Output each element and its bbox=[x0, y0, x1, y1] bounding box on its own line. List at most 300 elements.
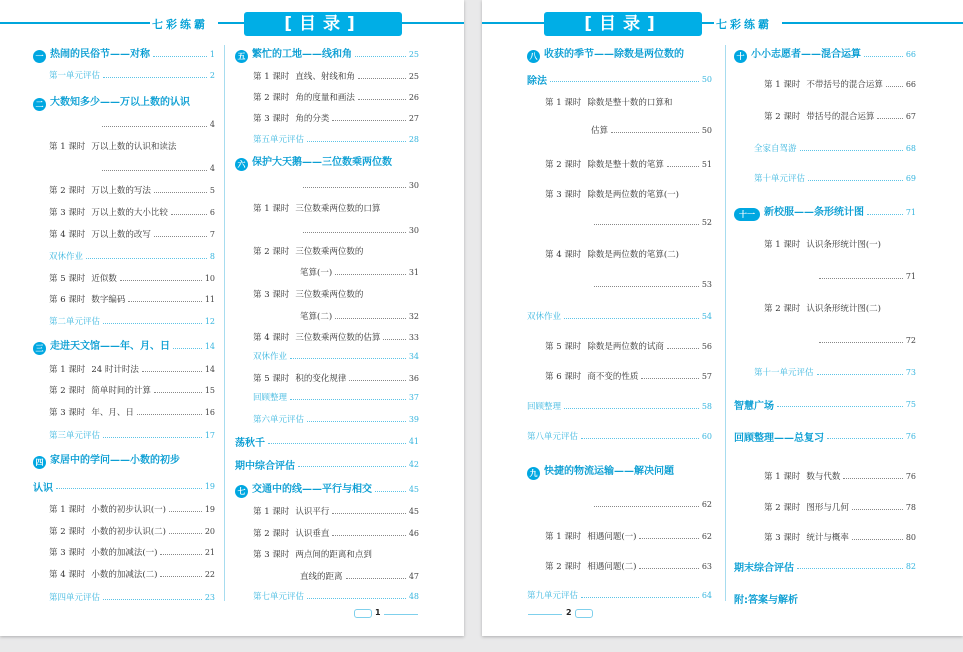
toc-entry[interactable] bbox=[33, 115, 215, 133]
leader-dots bbox=[639, 568, 698, 569]
toc-entry[interactable] bbox=[33, 66, 215, 84]
toc-entry[interactable] bbox=[33, 45, 215, 63]
toc-entry[interactable] bbox=[235, 455, 419, 473]
leader-dots bbox=[86, 258, 207, 259]
leader-dots bbox=[808, 180, 903, 181]
toc-entry[interactable] bbox=[235, 587, 419, 605]
page-ref: 62 bbox=[701, 499, 712, 509]
leader-dots bbox=[349, 380, 405, 381]
page-ref: 67 bbox=[905, 111, 916, 121]
page-ref: 19 bbox=[204, 481, 215, 491]
toc-entry[interactable] bbox=[235, 285, 419, 303]
entry-title bbox=[764, 302, 881, 314]
leader-dots bbox=[137, 414, 202, 415]
leader-dots bbox=[154, 236, 207, 237]
footer-line bbox=[528, 614, 562, 615]
entry-title bbox=[253, 245, 363, 257]
toc-entry[interactable] bbox=[734, 557, 916, 575]
leader-dots bbox=[335, 274, 406, 275]
toc-entry[interactable] bbox=[235, 307, 419, 325]
toc-entry[interactable] bbox=[33, 159, 215, 177]
toc-entry[interactable] bbox=[734, 467, 916, 485]
page-ref: 42 bbox=[408, 459, 419, 469]
page-ref: 27 bbox=[408, 113, 419, 123]
lesson-number: 第 2 课时 bbox=[764, 304, 801, 314]
leader-dots bbox=[667, 348, 699, 349]
toc-entry[interactable] bbox=[235, 221, 419, 239]
toc-entry[interactable] bbox=[33, 181, 215, 199]
page-number: 2 bbox=[566, 608, 572, 617]
toc-title: [目录] bbox=[544, 12, 702, 36]
entry-text: 万以上数的大小比较 bbox=[91, 208, 168, 218]
entry-title bbox=[764, 238, 881, 250]
lesson-number: 第 2 课时 bbox=[253, 529, 290, 539]
toc-entry[interactable] bbox=[527, 557, 712, 575]
toc-entry[interactable] bbox=[527, 307, 712, 325]
entry-title bbox=[734, 591, 798, 606]
toc-entry[interactable] bbox=[734, 589, 916, 607]
leader-dots bbox=[797, 568, 903, 569]
leader-dots bbox=[864, 56, 903, 57]
toc-entry[interactable] bbox=[33, 500, 215, 518]
entry-text: 除数是整十数的口算和 bbox=[587, 98, 673, 108]
toc-entry[interactable] bbox=[734, 363, 916, 381]
toc-entry[interactable] bbox=[33, 522, 215, 540]
leader-dots bbox=[777, 406, 903, 407]
leader-dots bbox=[268, 443, 406, 444]
lesson-number: 第 5 课时 bbox=[49, 274, 86, 284]
page-ref: 19 bbox=[204, 504, 215, 514]
entry-text: 回顾整理 bbox=[527, 402, 562, 412]
toc-entry[interactable] bbox=[527, 93, 712, 111]
entry-text: 家居中的学问——小数的初步 bbox=[50, 455, 180, 466]
entry-text: 期中综合评估 bbox=[235, 460, 295, 472]
leader-dots bbox=[564, 408, 699, 409]
entry-text: 第三单元评估 bbox=[49, 431, 101, 441]
toc-entry[interactable] bbox=[734, 169, 916, 187]
toc-entry[interactable] bbox=[527, 462, 712, 480]
lesson-number: 第 2 课时 bbox=[545, 160, 582, 170]
toc-entry[interactable] bbox=[235, 388, 419, 406]
entry-title bbox=[545, 370, 638, 382]
entry-text: 相遇问题(一) bbox=[587, 532, 637, 542]
entry-title bbox=[545, 530, 636, 542]
toc-entry[interactable] bbox=[235, 109, 419, 127]
toc-entry[interactable] bbox=[235, 199, 419, 217]
leader-dots bbox=[852, 539, 903, 540]
lesson-number: 第 1 课时 bbox=[545, 98, 582, 108]
page-ref: 4 bbox=[209, 163, 215, 173]
toc-entry[interactable] bbox=[527, 495, 712, 513]
leader-dots bbox=[877, 118, 902, 119]
page-ref: 12 bbox=[204, 316, 215, 326]
entry-text: 估算 bbox=[591, 126, 609, 136]
entry-text: 走进天文馆——年、月、日 bbox=[50, 341, 170, 352]
toc-entry[interactable] bbox=[734, 267, 916, 285]
toc-entry[interactable] bbox=[235, 67, 419, 85]
lesson-number: 第 6 课时 bbox=[545, 372, 582, 382]
entry-title bbox=[253, 505, 329, 517]
page-ref: 4 bbox=[209, 119, 215, 129]
entry-title bbox=[734, 397, 774, 412]
entry-title bbox=[253, 70, 355, 82]
toc-entry[interactable] bbox=[235, 242, 419, 260]
entry-text: 保护大天鹅——三位数乘两位数 bbox=[252, 157, 392, 168]
entry-title bbox=[764, 110, 874, 122]
entry-title bbox=[545, 560, 636, 572]
entry-title bbox=[527, 430, 578, 442]
toc-entry[interactable] bbox=[734, 235, 916, 253]
column-divider bbox=[224, 45, 225, 601]
entry-title bbox=[235, 45, 352, 63]
leader-dots bbox=[667, 166, 699, 167]
toc-entry[interactable] bbox=[33, 403, 215, 421]
lesson-number: 第 2 课时 bbox=[49, 527, 86, 537]
toc-entry[interactable] bbox=[235, 45, 419, 63]
toc-column-1 bbox=[527, 45, 712, 605]
leader-dots bbox=[550, 81, 699, 82]
toc-entry[interactable] bbox=[235, 432, 419, 450]
lesson-number: 第 1 课时 bbox=[49, 365, 86, 375]
toc-entry[interactable] bbox=[734, 203, 916, 221]
entry-text: 认识 bbox=[33, 482, 53, 494]
toc-entry[interactable] bbox=[235, 153, 419, 171]
page-ref: 51 bbox=[701, 159, 712, 169]
page-ref: 34 bbox=[408, 351, 419, 361]
toc-entry[interactable] bbox=[527, 121, 712, 139]
leader-dots bbox=[639, 538, 698, 539]
entry-title bbox=[49, 568, 157, 580]
toc-entry[interactable] bbox=[33, 93, 215, 111]
header-line-left bbox=[0, 22, 150, 24]
lesson-number: 第 1 课时 bbox=[49, 142, 86, 152]
entry-title bbox=[49, 206, 168, 218]
toc-entry[interactable] bbox=[33, 477, 215, 495]
lesson-number: 第 2 课时 bbox=[764, 503, 801, 513]
entry-title bbox=[253, 133, 304, 145]
leader-dots bbox=[307, 421, 406, 422]
page-ref: 30 bbox=[408, 225, 419, 235]
leader-dots bbox=[852, 509, 903, 510]
header-line-mid bbox=[218, 22, 244, 24]
entry-title bbox=[253, 372, 346, 384]
toc-entry[interactable] bbox=[33, 337, 215, 355]
page-footer-icon bbox=[575, 609, 593, 618]
toc-entry[interactable] bbox=[235, 369, 419, 387]
toc-entry[interactable] bbox=[734, 427, 916, 445]
toc-entry[interactable] bbox=[33, 247, 215, 265]
leader-dots bbox=[102, 126, 207, 127]
page-ref: 68 bbox=[905, 143, 916, 153]
entry-text: 第二单元评估 bbox=[49, 317, 101, 327]
toc-entry[interactable] bbox=[33, 588, 215, 606]
page-ref: 31 bbox=[408, 267, 419, 277]
entry-text: 除数是两位数的笔算(一) bbox=[587, 190, 679, 200]
right-page bbox=[482, 0, 963, 636]
page-ref: 71 bbox=[905, 207, 916, 217]
entry-title bbox=[49, 272, 117, 284]
toc-title: [目录] bbox=[244, 12, 402, 36]
entry-title bbox=[300, 570, 343, 582]
entry-text: 数字编码 bbox=[91, 295, 126, 305]
toc-entry[interactable] bbox=[734, 528, 916, 546]
header-line-mid bbox=[702, 22, 714, 24]
entry-title bbox=[754, 366, 814, 378]
leader-dots bbox=[103, 599, 202, 600]
leader-dots bbox=[594, 224, 699, 225]
page-ref: 48 bbox=[408, 591, 419, 601]
toc-entry[interactable] bbox=[734, 107, 916, 125]
page-ref: 22 bbox=[204, 569, 215, 579]
toc-entry[interactable] bbox=[235, 130, 419, 148]
toc-entry[interactable] bbox=[33, 269, 215, 287]
entry-text: 万以上数的认识和读法 bbox=[91, 142, 177, 152]
page-ref: 39 bbox=[408, 414, 419, 424]
leader-dots bbox=[332, 513, 405, 514]
left-page bbox=[0, 0, 464, 636]
entry-text: 智慧广场 bbox=[734, 400, 774, 412]
entry-title bbox=[49, 525, 166, 537]
page-ref: 21 bbox=[204, 547, 215, 557]
entry-title bbox=[235, 480, 372, 498]
toc-entry[interactable] bbox=[734, 139, 916, 157]
leader-dots bbox=[56, 488, 202, 489]
toc-entry[interactable] bbox=[33, 360, 215, 378]
toc-entry[interactable] bbox=[734, 45, 916, 63]
entry-text: 交通中的线——平行与相交 bbox=[252, 484, 372, 495]
toc-entry[interactable] bbox=[527, 397, 712, 415]
leader-dots bbox=[171, 214, 207, 215]
toc-entry[interactable] bbox=[734, 395, 916, 413]
entry-text: 期末综合评估 bbox=[734, 562, 794, 574]
toc-entry[interactable] bbox=[527, 367, 712, 385]
entry-title bbox=[33, 93, 190, 111]
leader-dots bbox=[102, 170, 207, 171]
toc-entry[interactable] bbox=[235, 263, 419, 281]
page-ref: 58 bbox=[701, 401, 712, 411]
toc-entry[interactable] bbox=[33, 543, 215, 561]
lesson-number: 第 3 课时 bbox=[49, 208, 86, 218]
toc-entry[interactable] bbox=[33, 137, 215, 155]
entry-text: 认识平行 bbox=[295, 507, 330, 517]
entry-text: 除法 bbox=[527, 75, 547, 87]
unit-number-badge: 十 bbox=[734, 50, 747, 63]
toc-entry[interactable] bbox=[235, 328, 419, 346]
leader-dots bbox=[160, 554, 201, 555]
toc-entry[interactable] bbox=[527, 155, 712, 173]
toc-entry[interactable] bbox=[33, 225, 215, 243]
entry-text: 认识条形统计图(二) bbox=[806, 304, 881, 314]
entry-text: 认识垂直 bbox=[295, 529, 330, 539]
page-ref: 66 bbox=[905, 79, 916, 89]
page-ref: 63 bbox=[701, 561, 712, 571]
entry-title bbox=[253, 202, 380, 214]
toc-entry[interactable] bbox=[734, 299, 916, 317]
toc-entry[interactable] bbox=[33, 426, 215, 444]
page-ref: 76 bbox=[905, 431, 916, 441]
header-brand: 七彩练霸 bbox=[152, 18, 208, 31]
leader-dots bbox=[594, 506, 699, 507]
toc-entry[interactable] bbox=[527, 337, 712, 355]
lesson-number: 第 2 课时 bbox=[49, 186, 86, 196]
entry-title bbox=[764, 470, 840, 482]
toc-entry[interactable] bbox=[734, 331, 916, 349]
entry-text: 附:答案与解析 bbox=[734, 594, 798, 606]
entry-title bbox=[545, 188, 679, 200]
leader-dots bbox=[564, 318, 699, 319]
entry-text: 全家自驾游 bbox=[754, 144, 797, 154]
entry-text: 大数知多少——万以上数的认识 bbox=[50, 97, 190, 108]
leader-dots bbox=[800, 150, 903, 151]
toc-entry[interactable] bbox=[33, 565, 215, 583]
toc-entry[interactable] bbox=[235, 524, 419, 542]
toc-entry[interactable] bbox=[33, 451, 215, 469]
toc-entry[interactable] bbox=[527, 245, 712, 263]
entry-title bbox=[734, 45, 861, 63]
entry-text: 笔算(二) bbox=[300, 312, 333, 322]
entry-title bbox=[49, 184, 151, 196]
toc-entry[interactable] bbox=[527, 45, 712, 63]
page-ref: 72 bbox=[905, 335, 916, 345]
toc-entry[interactable] bbox=[235, 410, 419, 428]
toc-entry[interactable] bbox=[527, 586, 712, 604]
header-brand: 七彩练霸 bbox=[716, 18, 772, 31]
lesson-number: 第 4 课时 bbox=[49, 230, 86, 240]
lesson-number: 第 5 课时 bbox=[545, 342, 582, 352]
entry-text: 第四单元评估 bbox=[49, 593, 101, 603]
entry-title bbox=[49, 228, 151, 240]
toc-entry[interactable] bbox=[235, 176, 419, 194]
page-ref: 52 bbox=[701, 217, 712, 227]
toc-entry[interactable] bbox=[527, 70, 712, 88]
entry-text: 直线、射线和角 bbox=[295, 72, 355, 82]
entry-title bbox=[527, 589, 578, 601]
toc-entry[interactable] bbox=[527, 527, 712, 545]
unit-number-badge: 六 bbox=[235, 158, 248, 171]
page-ref: 57 bbox=[701, 371, 712, 381]
leader-dots bbox=[358, 99, 406, 100]
toc-entry[interactable] bbox=[33, 203, 215, 221]
leader-dots bbox=[154, 192, 207, 193]
page-ref: 36 bbox=[408, 373, 419, 383]
toc-entry[interactable] bbox=[235, 545, 419, 563]
page-ref: 76 bbox=[905, 471, 916, 481]
page-ref: 25 bbox=[408, 71, 419, 81]
toc-entry[interactable] bbox=[734, 75, 916, 93]
entry-text: 新校服——条形统计图 bbox=[764, 207, 864, 218]
unit-number-badge: 七 bbox=[235, 485, 248, 498]
entry-text: 第一单元评估 bbox=[49, 71, 101, 81]
toc-entry[interactable] bbox=[33, 381, 215, 399]
entry-title bbox=[527, 310, 561, 322]
toc-entry[interactable] bbox=[235, 502, 419, 520]
page-ref: 23 bbox=[204, 592, 215, 602]
entry-title bbox=[300, 310, 332, 322]
entry-text: 带括号的混合运算 bbox=[806, 112, 875, 122]
entry-title bbox=[253, 391, 287, 403]
page-ref: 71 bbox=[905, 271, 916, 281]
page-ref: 30 bbox=[408, 180, 419, 190]
page-ref: 56 bbox=[701, 341, 712, 351]
page-ref: 73 bbox=[905, 367, 916, 377]
leader-dots bbox=[358, 78, 406, 79]
entry-title bbox=[253, 288, 363, 300]
leader-dots bbox=[843, 478, 902, 479]
leader-dots bbox=[142, 371, 202, 372]
page-ref: 47 bbox=[408, 571, 419, 581]
entry-text: 第八单元评估 bbox=[527, 432, 579, 442]
leader-dots bbox=[307, 141, 406, 142]
entry-text: 快捷的物流运输——解决问题 bbox=[544, 466, 674, 477]
entry-title bbox=[545, 96, 672, 108]
entry-title bbox=[49, 293, 125, 305]
lesson-number: 第 2 课时 bbox=[764, 112, 801, 122]
page-ref: 16 bbox=[204, 407, 215, 417]
toc-entry[interactable] bbox=[527, 275, 712, 293]
column-divider bbox=[725, 45, 726, 601]
page-ref: 46 bbox=[408, 528, 419, 538]
toc-entry[interactable] bbox=[33, 312, 215, 330]
entry-title bbox=[33, 479, 53, 494]
page-ref: 6 bbox=[209, 207, 215, 217]
toc-entry[interactable] bbox=[33, 290, 215, 308]
unit-number-badge: 三 bbox=[33, 342, 46, 355]
page-ref: 11 bbox=[204, 294, 215, 304]
toc-entry[interactable] bbox=[527, 213, 712, 231]
header-line-right bbox=[782, 22, 963, 24]
leader-dots bbox=[641, 378, 698, 379]
entry-text: 小数的加减法(一) bbox=[91, 548, 158, 558]
toc-entry[interactable] bbox=[235, 347, 419, 365]
toc-entry[interactable] bbox=[235, 567, 419, 585]
entry-text: 相遇问题(二) bbox=[587, 562, 637, 572]
entry-title bbox=[545, 248, 679, 260]
entry-title bbox=[253, 590, 304, 602]
entry-text: 24 时计时法 bbox=[91, 365, 139, 375]
entry-text: 回顾整理 bbox=[253, 393, 288, 403]
header-line-left bbox=[482, 22, 544, 24]
page-ref: 69 bbox=[905, 173, 916, 183]
page-ref: 28 bbox=[408, 134, 419, 144]
entry-title bbox=[545, 340, 664, 352]
toc-entry[interactable] bbox=[235, 480, 419, 498]
lesson-number: 第 2 课时 bbox=[49, 386, 86, 396]
leader-dots bbox=[303, 187, 406, 188]
lesson-number: 第 6 课时 bbox=[49, 295, 86, 305]
entry-title bbox=[527, 72, 547, 87]
lesson-number: 第 3 课时 bbox=[49, 408, 86, 418]
entry-text: 除数是两位数的试商 bbox=[587, 342, 664, 352]
toc-entry[interactable] bbox=[734, 498, 916, 516]
entry-text: 除数是两位数的笔算(二) bbox=[587, 250, 679, 260]
entry-text: 两点间的距离和点到 bbox=[295, 550, 372, 560]
leader-dots bbox=[169, 511, 202, 512]
footer-line bbox=[384, 614, 418, 615]
entry-title bbox=[235, 457, 295, 472]
page-ref: 33 bbox=[408, 332, 419, 342]
toc-entry[interactable] bbox=[527, 427, 712, 445]
unit-number-badge: 四 bbox=[33, 456, 46, 469]
page-ref: 8 bbox=[209, 251, 215, 261]
page-ref: 10 bbox=[204, 273, 215, 283]
toc-entry[interactable] bbox=[235, 88, 419, 106]
entry-text: 小小志愿者——混合运算 bbox=[751, 49, 861, 60]
page-ref: 37 bbox=[408, 392, 419, 402]
entry-text: 繁忙的工地——线和角 bbox=[252, 49, 352, 60]
leader-dots bbox=[128, 301, 201, 302]
entry-title bbox=[49, 250, 83, 262]
toc-entry[interactable] bbox=[527, 185, 712, 203]
